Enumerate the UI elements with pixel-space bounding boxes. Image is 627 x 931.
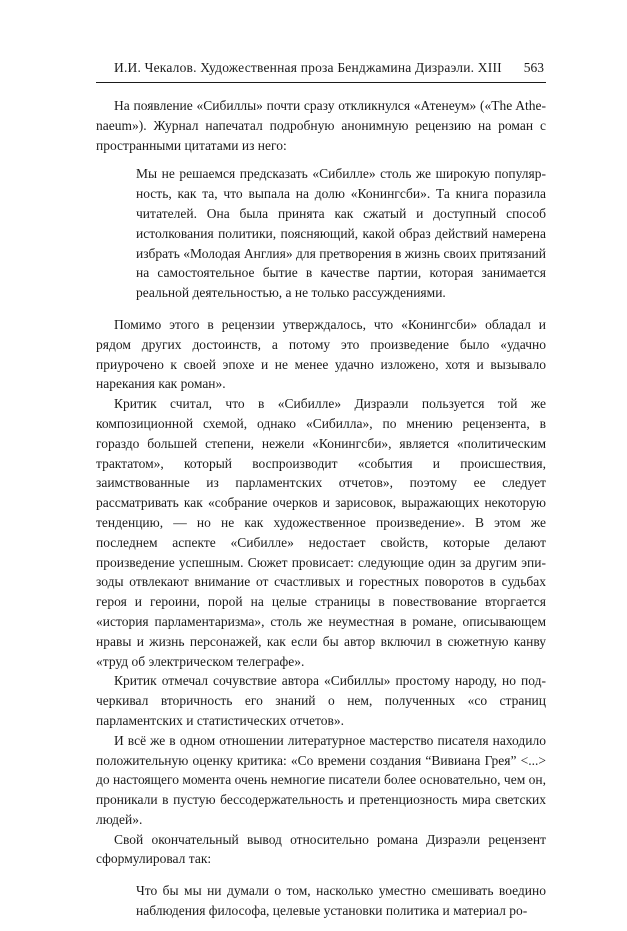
block-quote-1: Мы не решаемся предсказать «Сибилле» столь же широкую популярность, как та, что выпала на долю «Конингсби». Та книга поразила читателей. Она была принята как сжатый и доступный способ истолкования политики, поясняющий, какой образ действий намерена избрать «Молодая Англия» для претворения в жизнь своих притязаний на самостоятельное бытие в качестве партии, которая занимается реальной деятельностью, а не только рассуждениями. xyxy=(136,166,546,301)
paragraph-5: И всё же в одном отношении литературное мастерство писателя находило положительную оценку критика: «Со времени создания “Вивиана Грея” <...> до настоящего момента очень немногие писатели более основательно, чем он, проникали в пустую бессодержательность и претенциозность мира светских людей». xyxy=(96,732,546,827)
paragraph-3: Критик считал, что в «Сибилле» Дизраэли пользуется той же композиционной схемой, однако «Сибилла», по мнению рецензента, в гораздо большей степени, нежели «Конингсби», является «политическим трактатом», который воспроизводит «события и происшествия, заимствованные из парламентских отчетов», поэтому ее следует рассматривать как «собрание очерков и зарисовок, выражающих некоторую тенденцию, — но не как художественное произведение». В этом же последнем аспекте «Сибилле» недостает свойств, которые делают произведение успешным. Сюжет провисает: следующие один за другим эпизоды отвлекают внимание от счастливых и горестных поворотов в судьбах героя и героини, порой на целые страницы в повествование вторгается «история парламентаризма», столь же неуместная в романе, описывающем нравы и жизнь персонажей, как если бы автор включил в сюжетную канву «труд об электрическом телеграфе». xyxy=(96,396,546,669)
paragraph-2: Помимо этого в рецензии утверждалось, что «Конингсби» обладал и рядом других достоинств, а потому это произведение было «удачно приурочено к своей эпохе и не менее удачно изложено, хотя и вызывало нарекания как роман». xyxy=(96,316,546,392)
block-quote-2: Что бы мы ни думали о том, насколько уместно смешивать воедино наблюдения философа, целевые установки политика и материал ро- xyxy=(136,883,546,919)
paragraph-4: Критик отмечал сочувствие автора «Сибиллы» простому народу, но подчеркивал вторичность его знаний о нем, полученных «со страниц парламентских и статистических отчетов». xyxy=(96,673,546,728)
paragraph-6: Свой окончательный вывод относительно романа Дизраэли рецензент сформулировал так: xyxy=(96,831,546,867)
paragraph-1: На появление «Сибиллы» почти сразу откликнулся «Атенеум» («The Athenaeum»). Журнал напечатал подробную анонимную рецензию на роман с пространными цитатами из него: xyxy=(96,98,546,153)
running-title: И.И. Чекалов. Художественная проза Бенджамина Дизраэли. XIII xyxy=(114,60,502,75)
page-number: 563 xyxy=(523,60,544,75)
body-text xyxy=(96,96,546,931)
running-header xyxy=(96,56,546,83)
